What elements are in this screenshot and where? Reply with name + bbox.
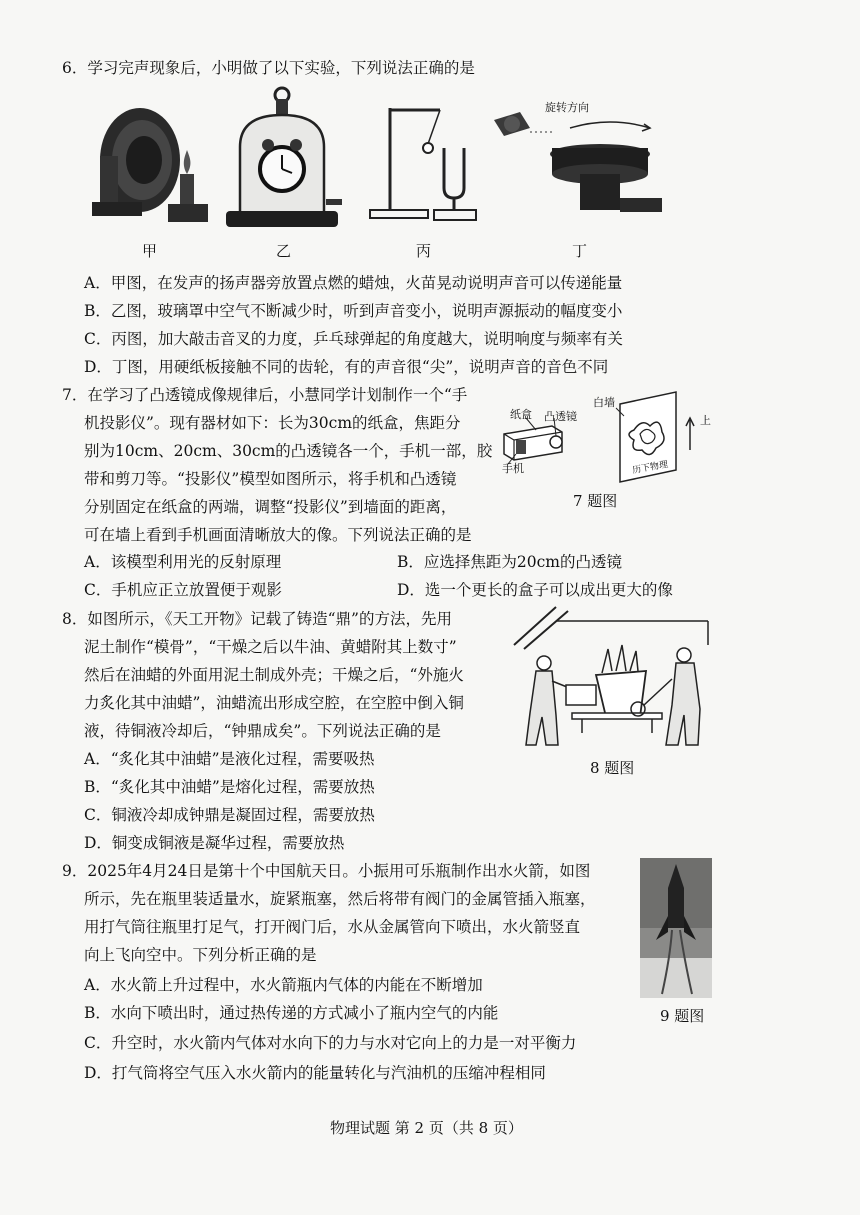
q6-figure-jia [80,92,220,232]
q7-option-c: C．手机应正立放置便于观影 [84,581,282,599]
q6-ding-rotation-label: 旋转方向 [545,101,589,114]
q8-stem-line-4: 力炙化其中油蜡”，油蜡流出形成空腔，在空腔中倒入铜 [84,694,464,712]
q9-stem-line-3: 用打气筒往瓶里打足气，打开阀门后，水从金属管向下喷出，水火箭竖直 [84,918,581,936]
q7-label-box: 纸盒 [510,408,532,421]
q8-option-a: A．“炙化其中油蜡”是液化过程，需要吸热 [84,750,375,768]
q9-option-c: C．升空时，水火箭内气体对水向下的力与水对它向上的力是一对平衡力 [84,1034,577,1052]
q8-stem-line-3: 然后在油蜡的外面用泥土制成外壳；干燥之后，“外施火 [84,666,464,684]
q9-figure [640,858,712,998]
q6-option-b: B．乙图，玻璃罩中空气不断减少时，听到声音变小，说明声源振动的幅度变小 [84,302,623,320]
q8-caption: 8 题图 [590,759,635,777]
q8-figure [512,605,712,755]
q8-option-d: D．铜变成铜液是凝华过程，需要放热 [84,834,345,852]
q9-stem-line-1: 9．2025年4月24日是第十个中国航天日。小振用可乐瓶制作出水火箭，如图 [62,862,591,880]
q7-stem-line-2: 机投影仪”。现有器材如下：长为30cm的纸盒，焦距分 [84,414,461,432]
q7-stem-line-5: 分别固定在纸盒的两端，调整“投影仪”到墙面的距离， [84,498,457,516]
q7-caption: 7 题图 [573,492,618,510]
q7-label-phone: 手机 [502,462,524,475]
q7-stem-line-6: 可在墙上看到手机画面清晰放大的像。下列说法正确的是 [84,526,472,544]
q7-label-up: 上 [700,414,711,427]
q6-figure-yi [222,85,342,235]
q7-stem-line-3: 别为10cm、20cm、30cm的凸透镜各一个，手机一部，胶 [84,442,493,460]
q8-stem-line-1: 8．如图所示，《天工开物》记载了铸造“鼎”的方法，先用 [62,610,452,628]
q7-screen-text: 历下物理 [631,459,669,477]
q6-label-bing: 丙 [416,242,432,260]
q8-stem-line-2: 泥土制作“模骨”，“干燥之后以牛油、黄蜡附其上数寸” [84,638,457,656]
q6-label-yi: 乙 [276,242,292,260]
q7-stem-line-4: 带和剪刀等。“投影仪”模型如图所示，将手机和凸透镜 [84,470,457,488]
q6-figure-bing [368,98,480,226]
q7-option-a: A．该模型利用光的反射原理 [84,553,282,571]
q6-option-c: C．丙图，加大敲击音叉的力度，乒乓球弹起的角度越大，说明响度与频率有关 [84,330,623,348]
q9-stem-line-4: 向上飞向空中。下列分析正确的是 [84,946,317,964]
q7-option-d: D．选一个更长的盒子可以成出更大的像 [397,581,673,599]
q9-option-a: A．水火箭上升过程中，水火箭瓶内气体的内能在不断增加 [84,976,483,994]
q6-label-ding: 丁 [572,242,588,260]
q6-figure-ding [490,98,665,228]
q7-label-wall: 白墙 [593,396,615,409]
q6-option-d: D．丁图，用硬纸板接触不同的齿轮，有的声音很“尖”，说明声音的音色不同 [84,358,609,376]
q9-stem-line-2: 所示，先在瓶里装适量水，旋紧瓶塞，然后将带有阀门的金属管插入瓶塞， [84,890,596,908]
page-footer: 物理试题 第 2 页（共 8 页） [330,1119,523,1137]
q8-stem-line-5: 液，待铜液冷却后，“钟鼎成矣”。下列说法正确的是 [84,722,441,740]
q6-option-a: A．甲图，在发声的扬声器旁放置点燃的蜡烛，火苗晃动说明声音可以传递能量 [84,274,623,292]
q8-option-c: C．铜液冷却成钟鼎是凝固过程，需要放热 [84,806,375,824]
q9-caption: 9 题图 [660,1007,705,1025]
q8-option-b: B．“炙化其中油蜡”是熔化过程，需要放热 [84,778,375,796]
q9-option-d: D．打气筒将空气压入水火箭内的能量转化与汽油机的压缩冲程相同 [84,1064,546,1082]
q6-stem: 6．学习完声现象后，小明做了以下实验，下列说法正确的是 [62,59,475,77]
q7-label-lens: 凸透镜 [544,410,577,423]
q9-option-b: B．水向下喷出时，通过热传递的方式减小了瓶内空气的内能 [84,1004,499,1022]
q7-stem-line-1: 7．在学习了凸透镜成像规律后，小慧同学计划制作一个“手 [62,386,468,404]
q7-option-b: B．应选择焦距为20cm的凸透镜 [397,553,622,571]
q6-label-jia: 甲 [142,242,158,260]
